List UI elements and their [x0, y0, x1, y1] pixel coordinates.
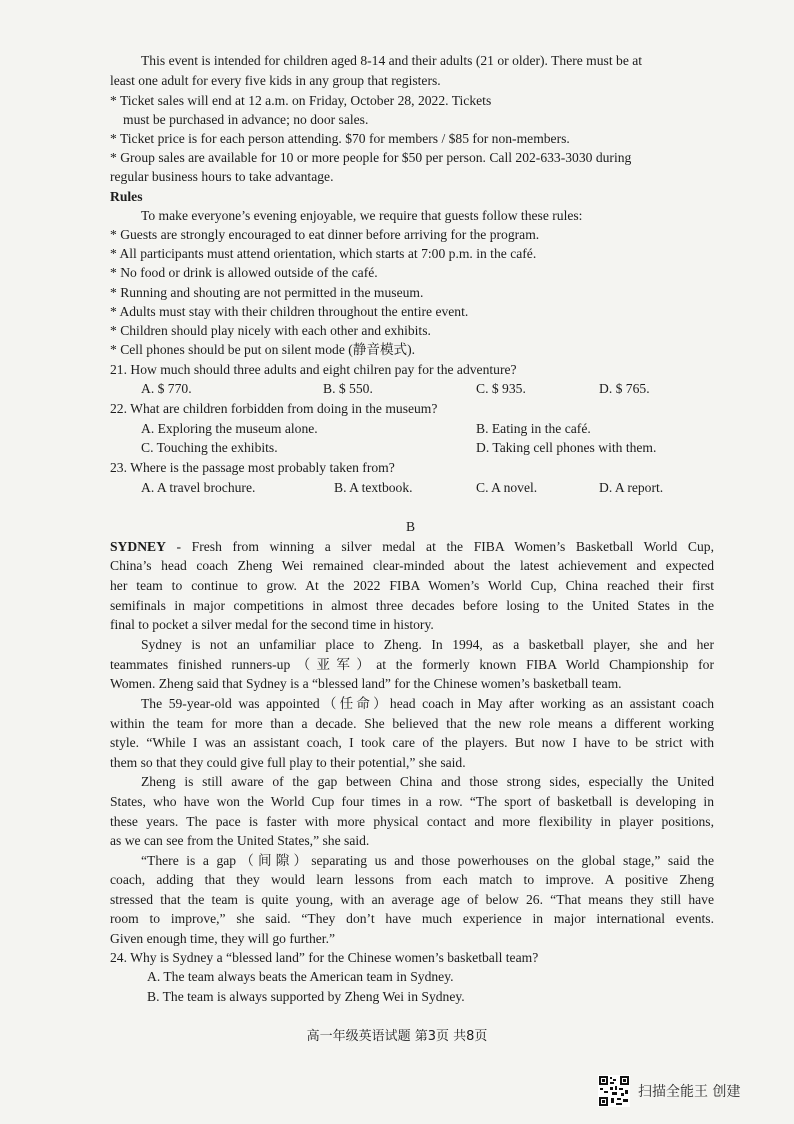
rule-item: * Guests are strongly encouraged to eat dinner before arriving for the program. [110, 227, 540, 242]
ticket-bullet-3b: regular business hours to take advantage. [110, 169, 334, 184]
question-21-stem: 21. How much should three adults and eight chilren pay for the adventure? [110, 362, 517, 377]
article-p4-line-3: these years. The pace is faster with more physical contact and more flexibility in player positions, [110, 814, 714, 829]
article-p4-line-2: States, who have won the World Cup four times in a row. “The sport of basketball is developing in [110, 794, 714, 809]
rule-item: * All participants must attend orientation, which starts at 7:00 p.m. in the café. [110, 246, 537, 261]
question-22-option-d[interactable]: D. Taking cell phones with them. [476, 440, 657, 455]
question-23-option-a[interactable]: A. A travel brochure. [141, 480, 256, 495]
rule-item: * Cell phones should be put on silent mode (静音模式). [110, 342, 416, 357]
rule-item: * No food or drink is allowed outside of the café. [110, 265, 378, 280]
ticket-bullet-3a: * Group sales are available for 10 or more people for $50 per person. Call 202-633-3030 during [110, 150, 632, 165]
question-24-option-b[interactable]: B. The team is always supported by Zheng Wei in Sydney. [147, 989, 465, 1004]
article-p1-line-3: her team to continue to grow. At the 2022 FIBA Women’s World Cup, China reached their first [110, 578, 714, 593]
article-p4-line-4: as we can see from the United States,” she said. [110, 833, 370, 848]
question-23-stem: 23. Where is the passage most probably taken from? [110, 460, 395, 475]
dateline: SYDNEY [110, 539, 166, 554]
question-21-option-b[interactable]: B. $ 550. [323, 381, 373, 396]
question-23-option-d[interactable]: D. A report. [599, 480, 664, 495]
intro-line-2: least one adult for every five kids in any group that registers. [110, 73, 441, 88]
article-p5-line-4: room to improve,” she said. “They don’t have much experience in major international events. [110, 911, 714, 926]
article-p2-line-1: Sydney is not an unfamiliar place to Zheng. In 1994, as a basketball player, she and her [141, 637, 714, 652]
ticket-bullet-1b: must be purchased in advance; no door sales. [123, 112, 369, 127]
article-p2-line-2: teammates finished runners-up（亚军）at the formerly known FIBA World Championship for [110, 657, 714, 672]
question-23-option-b[interactable]: B. A textbook. [334, 480, 413, 495]
question-23-option-c[interactable]: C. A novel. [476, 480, 538, 495]
scanner-watermark [598, 1075, 740, 1107]
rule-item: * Adults must stay with their children throughout the entire event. [110, 304, 469, 319]
article-p1-line-2: China’s head coach Zheng Wei remained clear-minded about the latest achievement and expected [110, 558, 714, 573]
article-p5-line-3: stressed that the team is quite young, with an average age of below 26. “That means they still have [110, 892, 714, 907]
watermark-text: 扫描全能王 创建 [638, 1084, 741, 1100]
ticket-bullet-2: * Ticket price is for each person attending. $70 for members / $85 for non-members. [110, 131, 570, 146]
article-p5-line-5: Given enough time, they will go further.” [110, 931, 336, 946]
rule-item: * Running and shouting are not permitted in the museum. [110, 285, 424, 300]
page-footer: 高一年级英语试题 第3页 共8页 [306, 1029, 488, 1044]
ticket-bullet-1a: * Ticket sales will end at 12 a.m. on Friday, October 28, 2022. Tickets [110, 93, 492, 108]
article-p3-line-4: them so that they could give full play to their potential,” she said. [110, 755, 466, 770]
rules-heading: Rules [110, 189, 143, 204]
article-p2-line-3: Women. Zheng said that Sydney is a “blessed land” for the Chinese women’s basketball team. [110, 676, 622, 691]
article-p3-line-2: within the team for more than a decade. She believed that the new role means a different working [110, 716, 714, 731]
question-21-option-c[interactable]: C. $ 935. [476, 381, 526, 396]
article-p3-line-1: The 59-year-old was appointed（任命）head coach in May after working as an assistant coach [141, 696, 714, 711]
question-21-option-d[interactable]: D. $ 765. [599, 381, 650, 396]
article-p1-line-1: SYDNEY - Fresh from winning a silver medal at the FIBA Women’s Basketball World Cup, [110, 539, 714, 554]
article-p5-line-1: “There is a gap（间隙）separating us and those powerhouses on the global stage,” said the [141, 853, 714, 868]
question-21-option-a[interactable]: A. $ 770. [141, 381, 192, 396]
intro-line-1: This event is intended for children aged 8-14 and their adults (21 or older). There must be at [141, 53, 643, 68]
question-22-option-c[interactable]: C. Touching the exhibits. [141, 440, 278, 455]
article-p3-line-3: style. “While I was an assistant coach, I took care of the players. But now I have to be strict with [110, 735, 714, 750]
article-p1-line-5: final to pocket a silver medal for the second time in history. [110, 617, 434, 632]
question-24-stem: 24. Why is Sydney a “blessed land” for the Chinese women’s basketball team? [110, 950, 539, 965]
rules-intro: To make everyone’s evening enjoyable, we require that guests follow these rules: [141, 208, 583, 223]
section-b-label: B [406, 519, 416, 534]
article-p1-line-4: semifinals in major competitions in almost three decades before losing to the United States in the [110, 598, 714, 613]
question-22-option-a[interactable]: A. Exploring the museum alone. [141, 421, 318, 436]
qr-code-icon [598, 1075, 630, 1107]
question-22-stem: 22. What are children forbidden from doing in the museum? [110, 401, 438, 416]
rule-item: * Children should play nicely with each other and exhibits. [110, 323, 431, 338]
question-22-option-b[interactable]: B. Eating in the café. [476, 421, 591, 436]
article-p4-line-1: Zheng is still aware of the gap between China and those strong sides, especially the United [141, 774, 714, 789]
question-24-option-a[interactable]: A. The team always beats the American team in Sydney. [147, 969, 454, 984]
article-p5-line-2: coach, adding that they would learn lessons from each match to improve. A positive Zheng [110, 872, 714, 887]
